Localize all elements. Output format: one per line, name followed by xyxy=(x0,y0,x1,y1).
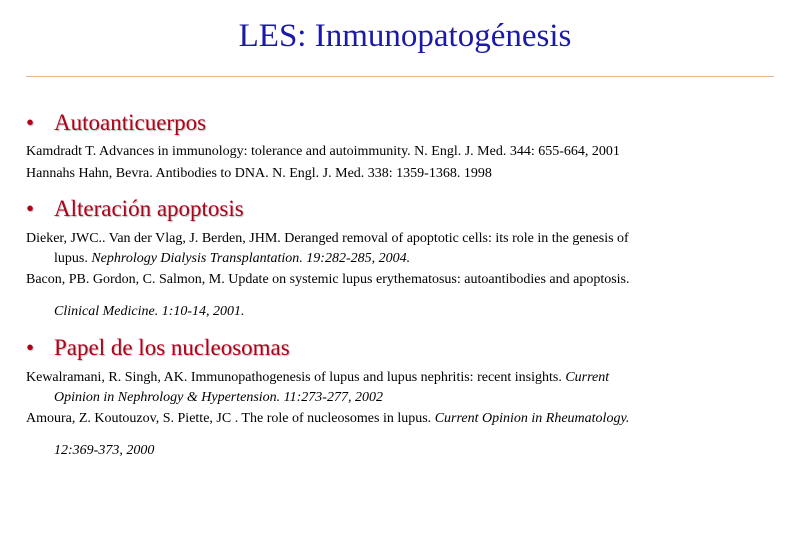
reference-journal: 12:369-373, 2000 xyxy=(54,443,155,458)
bullet-icon: • xyxy=(26,110,35,135)
bullet-icon: • xyxy=(26,335,35,360)
reference-line xyxy=(26,388,778,408)
reference-text: lupus. xyxy=(54,251,92,266)
slide-title: LES: Inmunopatogénesis xyxy=(238,18,572,54)
reference-journal: Current Opinion in Rheumatology. xyxy=(434,411,630,426)
reference-journal: Clinical Medicine. 1:10-14, 2001. xyxy=(54,304,245,319)
reference-journal: Opinion in Nephrology & Hypertension. 11:273-277, 2002 xyxy=(54,390,383,405)
reference-hahn: Hannahs Hahn, Bevra. Antibodies to DNA. N. Engl. J. Med. 338: 1359-1368. 1998 xyxy=(26,166,492,181)
section-heading-text: Autoanticuerpos xyxy=(54,110,207,135)
reference-amoura xyxy=(26,409,778,429)
section-heading-autoanticuerpos xyxy=(26,110,206,136)
reference-text: Amoura, Z. Koutouzov, S. Piette, JC . The role of nucleosomes in lupus. xyxy=(26,411,435,426)
section-heading-nucleosomas xyxy=(26,335,290,361)
section-heading-text: Papel de los nucleosomas xyxy=(54,335,290,360)
bullet-icon: • xyxy=(26,196,35,221)
reference-journal: Current xyxy=(565,370,610,385)
reference-amoura-journal xyxy=(26,441,806,461)
reference-line: Bacon, PB. Gordon, C. Salmon, M. Update on systemic lupus erythematosus: autoantibodies and apoptosis. xyxy=(26,272,630,287)
reference-line xyxy=(26,249,778,269)
reference-text: Kewalramani, R. Singh, AK. Immunopathogenesis of lupus and lupus nephritis: recent insights. xyxy=(26,370,566,385)
reference-kamdradt: Kamdradt T. Advances in immunology: tolerance and autoimmunity. N. Engl. J. Med. 344: 655-664, 2001 xyxy=(26,144,620,159)
reference-line xyxy=(26,368,778,388)
reference-line: Dieker, JWC.. Van der Vlag, J. Berden, JHM. Deranged removal of apoptotic cells: its role in the genesis of xyxy=(26,231,629,246)
title-divider xyxy=(26,76,774,77)
reference-kewalramani xyxy=(26,368,778,408)
section-heading-text: Alteración apoptosis xyxy=(54,196,244,221)
section-heading-apoptosis xyxy=(26,196,244,222)
reference-bacon-journal xyxy=(26,302,806,322)
reference-dieker xyxy=(26,229,778,269)
reference-journal: Nephrology Dialysis Transplantation. 19:282-285, 2004. xyxy=(91,251,411,266)
reference-line xyxy=(26,409,778,429)
reference-bacon xyxy=(26,270,778,290)
